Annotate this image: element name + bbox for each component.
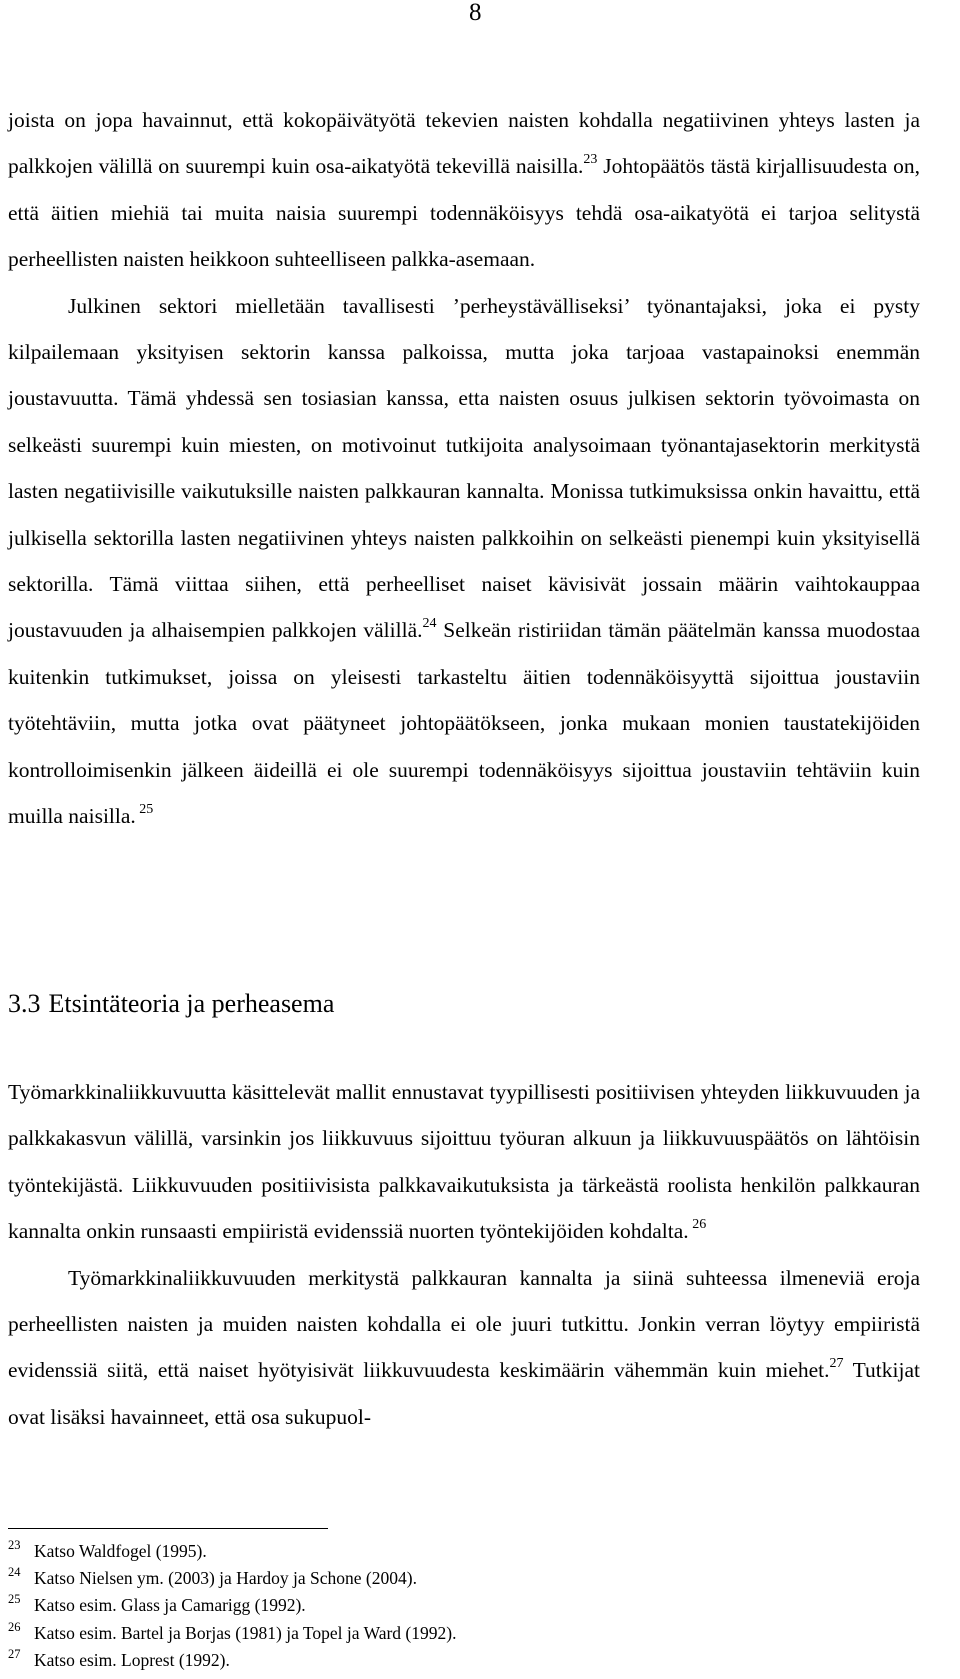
- paragraph-text: Johtopäätös tästä kirjallisuudesta on, että äitien miehiä tai muita naisia suurempi todennäköisyys tehdä osa-aikatyötä ei tarjoa selitystä perheellisten naisten heikkoon suhteelliseen palkka-asemaan.: [8, 154, 920, 272]
- paragraph-1: [8, 97, 920, 283]
- paragraph-2: [8, 283, 920, 840]
- footnote-item: [8, 1592, 908, 1619]
- footnote-text: Katso esim. Glass ja Camarigg (1992).: [34, 1595, 306, 1616]
- body-text-block-1: [8, 97, 920, 840]
- footnote-text: Katso esim. Loprest (1992).: [34, 1649, 230, 1670]
- footnote-ref-26[interactable]: 26: [688, 1217, 707, 1233]
- paragraph-text: Työmarkkinaliikkuvuuden merkitystä palkkauran kannalta ja siinä suhteessa ilmeneviä eroja perheellisten naisten ja muiden naisten kohdalla ei ole juuri tutkittu. Jonkin verran löytyy empiiristä evidenssiä siitä, että naiset hyötyisivät liikkuvuudesta keskimäärin vähemmän kuin miehet.: [8, 1265, 920, 1383]
- footnote-text: Katso Nielsen ym. (2003) ja Hardoy ja Schone (2004).: [34, 1568, 417, 1589]
- footnote-text: Katso Waldfogel (1995).: [34, 1541, 207, 1561]
- paragraph-text: joista on jopa havainnut, että kokopäivätyötä tekevien naisten kohdalla negatiivinen yhteys lasten ja palkkojen välillä on suurempi kuin osa-aikatyötä tekevillä naisilla.: [8, 108, 920, 179]
- section-heading: [8, 988, 334, 1020]
- footnote-number: 23: [8, 1538, 21, 1552]
- footnotes-list: [8, 1538, 908, 1674]
- footnote-number: 27: [8, 1646, 21, 1661]
- paragraph-4: [8, 1255, 920, 1441]
- footnote-item: [8, 1565, 908, 1592]
- footnote-number: 25: [8, 1592, 21, 1607]
- section-title: Etsintäteoria ja perheasema: [48, 989, 335, 1018]
- footnote-number: 24: [8, 1565, 21, 1580]
- paragraph-text: Julkinen sektori mielletään tavallisesti ’perheystävälliseksi’ työnantajaksi, joka ei pysty kilpailemaan yksityisen sektorin kanssa palkoissa, mutta joka tarjoaa vastapainoksi enemmän joustavuutta. Tämä yhdessä sen tosiasian kanssa, etta naisten osuus julkisen sektorin työvoimasta on selkeästi suurempi kuin miesten, on motivoinut tutkijoita analysoimaan työnantajasektorin merkitystä lasten negatiivisille vaikutuksille naisten palkkauran kannalta. Monissa tutkimuksissa onkin havaittu, että julkisella sektorilla lasten negatiivinen yhteys naisten palkkoihin on selkeästi pienempi kuin yksityisellä sektorilla. Tämä viittaa siihen, että perheelliset naiset kävisivät jossain määrin vaihtokauppaa joustavuuden ja alhaisempien palkkojen välillä.: [8, 293, 920, 643]
- body-text-block-2: [8, 1069, 920, 1440]
- footnote-item: [8, 1538, 908, 1565]
- paragraph-3: [8, 1069, 920, 1255]
- footnote-ref-27[interactable]: 27: [829, 1356, 844, 1372]
- footnote-text: Katso esim. Bartel ja Borjas (1981) ja Topel ja Ward (1992).: [34, 1622, 457, 1643]
- page-number: 8: [469, 0, 482, 26]
- paragraph-text: Työmarkkinaliikkuvuutta käsittelevät mallit ennustavat tyypillisesti positiivisen yhteyden liikkuvuuden ja palkkakasvun välillä, varsinkin jos liikkuvuus sijoittuu työuran alkuun ja liikkuvuuspäätös on lähtöisin työntekijästä. Liikkuvuuden positiivisista palkkavaikutuksista ja tärkeästä roolista henkilön palkkauran kannalta onkin runsaasti empiiristä evidenssiä nuorten työntekijöiden kohdalta.: [8, 1080, 920, 1244]
- footnote-ref-23[interactable]: 23: [583, 152, 598, 168]
- paragraph-text: Selkeän ristiriidan tämän päätelmän kanssa muodostaa kuitenkin tutkimukset, joissa on yleisesti tarkasteltu äitien todennäköisyyttä sijoittua joustaviin työtehtäviin, mutta jotka ovat päätyneet johtopäätökseen, jonka mukaan monien taustatekijöiden kontrolloimisenkin jälkeen äideillä ei ole suurempi todennäköisyys sijoittua joustaviin tehtäviin kuin muilla naisilla.: [8, 618, 921, 829]
- footnote-item: [8, 1620, 908, 1647]
- footnote-number: 26: [8, 1619, 21, 1634]
- section-number: 3.3: [8, 989, 41, 1018]
- footnote-divider: [8, 1528, 328, 1529]
- footnote-ref-24[interactable]: 24: [422, 616, 437, 632]
- footnote-item: [8, 1647, 908, 1674]
- footnote-ref-25[interactable]: 25: [135, 802, 154, 818]
- paragraph-text: Tutkijat ovat lisäksi havainneet, että osa sukupuol-: [8, 1358, 920, 1429]
